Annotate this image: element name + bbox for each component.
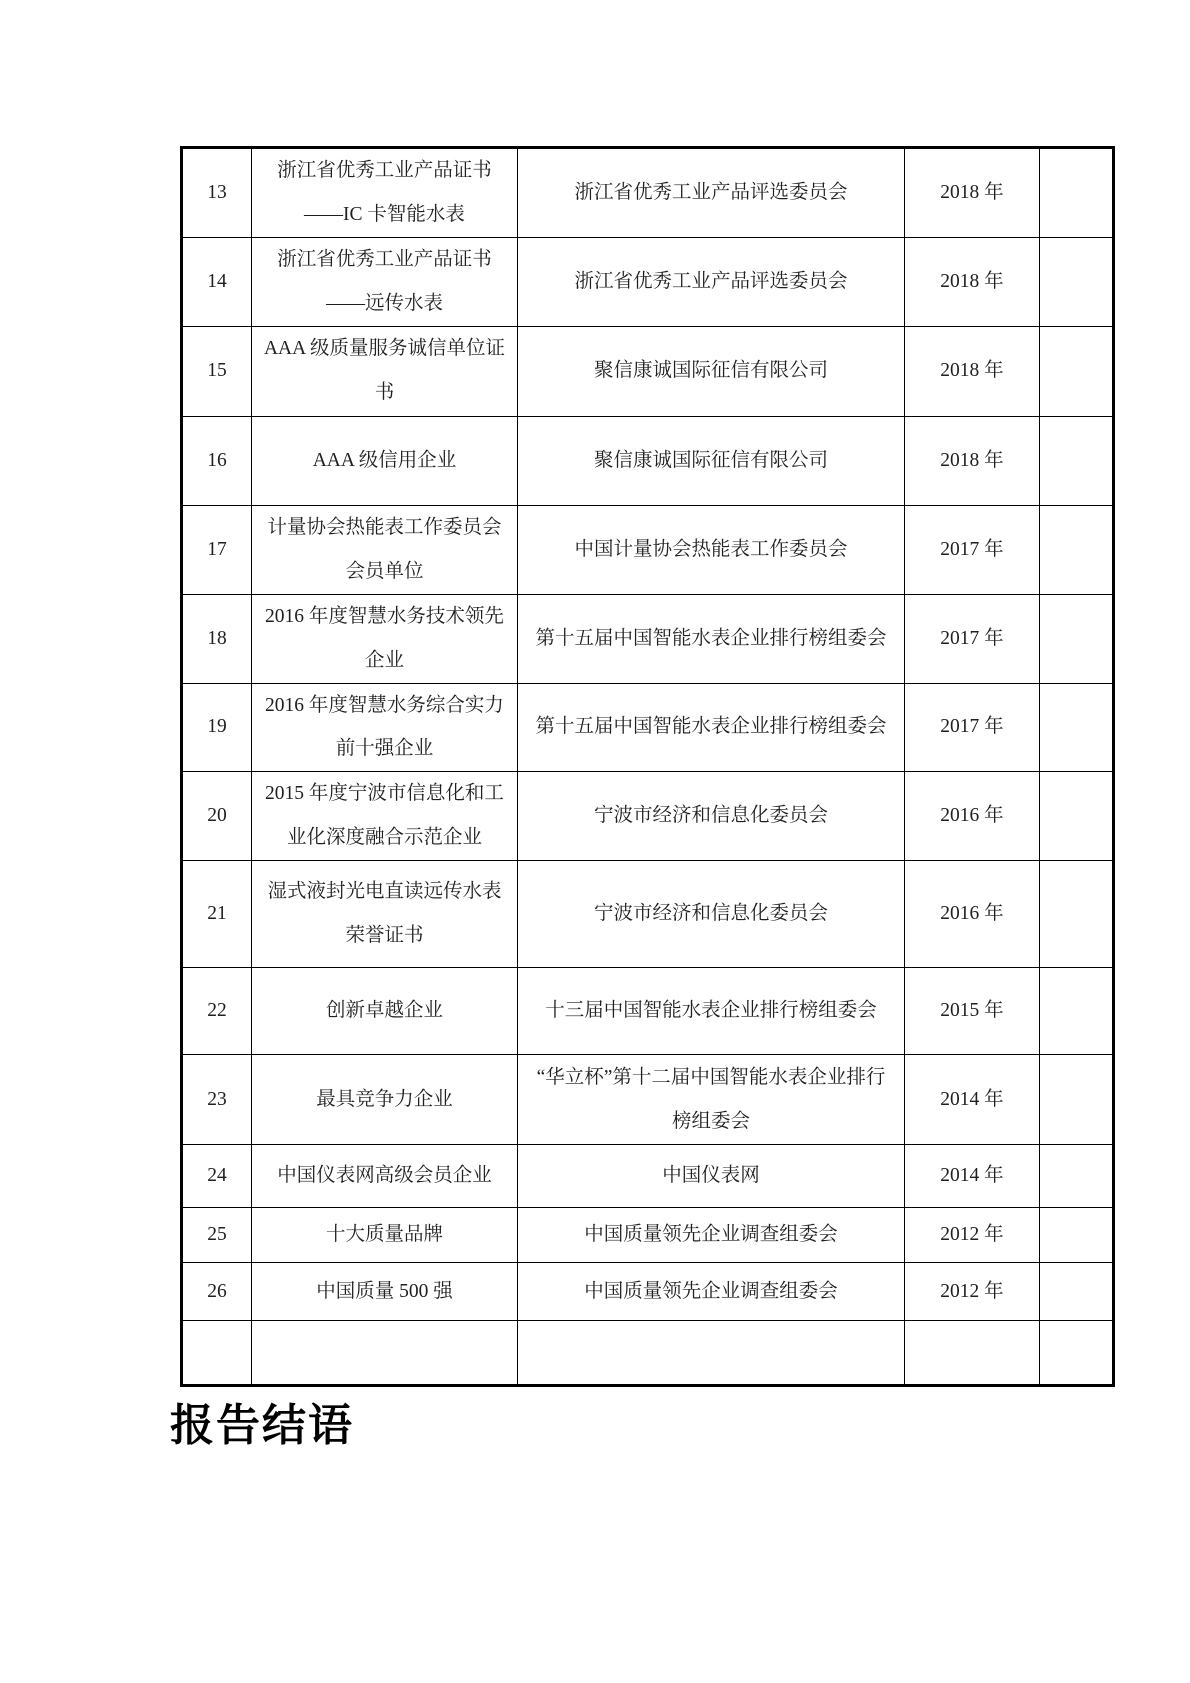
table-row xyxy=(182,1208,1114,1263)
table-row xyxy=(182,1145,1114,1208)
year-cell: 2014 年 xyxy=(905,1055,1040,1145)
year-cell: 2018 年 xyxy=(905,148,1040,238)
year-cell: 2018 年 xyxy=(905,237,1040,326)
row-number-cell: 19 xyxy=(182,683,252,772)
table-row xyxy=(182,968,1114,1055)
table-row xyxy=(182,772,1114,861)
year-cell xyxy=(905,1321,1040,1386)
award-name-cell: 2016 年度智慧水务综合实力前十强企业 xyxy=(252,683,518,772)
table-row xyxy=(182,237,1114,326)
table-row xyxy=(182,1055,1114,1145)
note-cell xyxy=(1040,1321,1114,1386)
table-row xyxy=(182,861,1114,968)
issuer-cell: 聚信康诚国际征信有限公司 xyxy=(518,416,905,505)
issuer-cell: 宁波市经济和信息化委员会 xyxy=(518,772,905,861)
award-name-cell: 最具竞争力企业 xyxy=(252,1055,518,1145)
row-number-cell: 24 xyxy=(182,1145,252,1208)
award-name-cell: 创新卓越企业 xyxy=(252,968,518,1055)
table-row xyxy=(182,594,1114,683)
table-row xyxy=(182,416,1114,505)
year-cell: 2016 年 xyxy=(905,861,1040,968)
issuer-cell: 中国质量领先企业调查组委会 xyxy=(518,1263,905,1321)
issuer-cell: 浙江省优秀工业产品评选委员会 xyxy=(518,237,905,326)
year-cell: 2012 年 xyxy=(905,1263,1040,1321)
awards-table-body xyxy=(182,148,1114,1386)
note-cell xyxy=(1040,505,1114,594)
row-number-cell xyxy=(182,1321,252,1386)
issuer-cell: 宁波市经济和信息化委员会 xyxy=(518,861,905,968)
row-number-cell: 15 xyxy=(182,326,252,416)
year-cell: 2017 年 xyxy=(905,505,1040,594)
award-name-cell: 中国仪表网高级会员企业 xyxy=(252,1145,518,1208)
row-number-cell: 13 xyxy=(182,148,252,238)
issuer-cell: 中国仪表网 xyxy=(518,1145,905,1208)
award-name-cell: 计量协会热能表工作委员会会员单位 xyxy=(252,505,518,594)
note-cell xyxy=(1040,1145,1114,1208)
issuer-cell xyxy=(518,1321,905,1386)
award-name-cell: 湿式液封光电直读远传水表荣誉证书 xyxy=(252,861,518,968)
award-name-cell: 中国质量 500 强 xyxy=(252,1263,518,1321)
row-number-cell: 23 xyxy=(182,1055,252,1145)
award-name-cell: 浙江省优秀工业产品证书——IC 卡智能水表 xyxy=(252,148,518,238)
note-cell xyxy=(1040,861,1114,968)
issuer-cell: 浙江省优秀工业产品评选委员会 xyxy=(518,148,905,238)
issuer-cell: 第十五届中国智能水表企业排行榜组委会 xyxy=(518,594,905,683)
row-number-cell: 14 xyxy=(182,237,252,326)
award-name-cell: AAA 级质量服务诚信单位证书 xyxy=(252,326,518,416)
note-cell xyxy=(1040,148,1114,238)
row-number-cell: 26 xyxy=(182,1263,252,1321)
note-cell xyxy=(1040,594,1114,683)
note-cell xyxy=(1040,772,1114,861)
note-cell xyxy=(1040,968,1114,1055)
row-number-cell: 21 xyxy=(182,861,252,968)
year-cell: 2014 年 xyxy=(905,1145,1040,1208)
row-number-cell: 17 xyxy=(182,505,252,594)
year-cell: 2017 年 xyxy=(905,594,1040,683)
issuer-cell: 十三届中国智能水表企业排行榜组委会 xyxy=(518,968,905,1055)
year-cell: 2015 年 xyxy=(905,968,1040,1055)
row-number-cell: 16 xyxy=(182,416,252,505)
award-name-cell: 2015 年度宁波市信息化和工业化深度融合示范企业 xyxy=(252,772,518,861)
award-name-cell: AAA 级信用企业 xyxy=(252,416,518,505)
award-name-cell: 浙江省优秀工业产品证书——远传水表 xyxy=(252,237,518,326)
issuer-cell: 第十五届中国智能水表企业排行榜组委会 xyxy=(518,683,905,772)
year-cell: 2012 年 xyxy=(905,1208,1040,1263)
year-cell: 2018 年 xyxy=(905,416,1040,505)
row-number-cell: 20 xyxy=(182,772,252,861)
issuer-cell: “华立杯”第十二届中国智能水表企业排行榜组委会 xyxy=(518,1055,905,1145)
issuer-cell: 中国质量领先企业调查组委会 xyxy=(518,1208,905,1263)
table-row xyxy=(182,1263,1114,1321)
award-name-cell: 十大质量品牌 xyxy=(252,1208,518,1263)
table-row xyxy=(182,1321,1114,1386)
table-row xyxy=(182,683,1114,772)
note-cell xyxy=(1040,1208,1114,1263)
table-row xyxy=(182,505,1114,594)
note-cell xyxy=(1040,683,1114,772)
year-cell: 2016 年 xyxy=(905,772,1040,861)
awards-table xyxy=(180,146,1115,1387)
note-cell xyxy=(1040,237,1114,326)
row-number-cell: 25 xyxy=(182,1208,252,1263)
table-row xyxy=(182,148,1114,238)
section-heading: 报告结语 xyxy=(170,1401,354,1450)
issuer-cell: 聚信康诚国际征信有限公司 xyxy=(518,326,905,416)
note-cell xyxy=(1040,326,1114,416)
award-name-cell xyxy=(252,1321,518,1386)
row-number-cell: 22 xyxy=(182,968,252,1055)
row-number-cell: 18 xyxy=(182,594,252,683)
note-cell xyxy=(1040,416,1114,505)
year-cell: 2017 年 xyxy=(905,683,1040,772)
award-name-cell: 2016 年度智慧水务技术领先企业 xyxy=(252,594,518,683)
issuer-cell: 中国计量协会热能表工作委员会 xyxy=(518,505,905,594)
note-cell xyxy=(1040,1055,1114,1145)
note-cell xyxy=(1040,1263,1114,1321)
year-cell: 2018 年 xyxy=(905,326,1040,416)
table-row xyxy=(182,326,1114,416)
